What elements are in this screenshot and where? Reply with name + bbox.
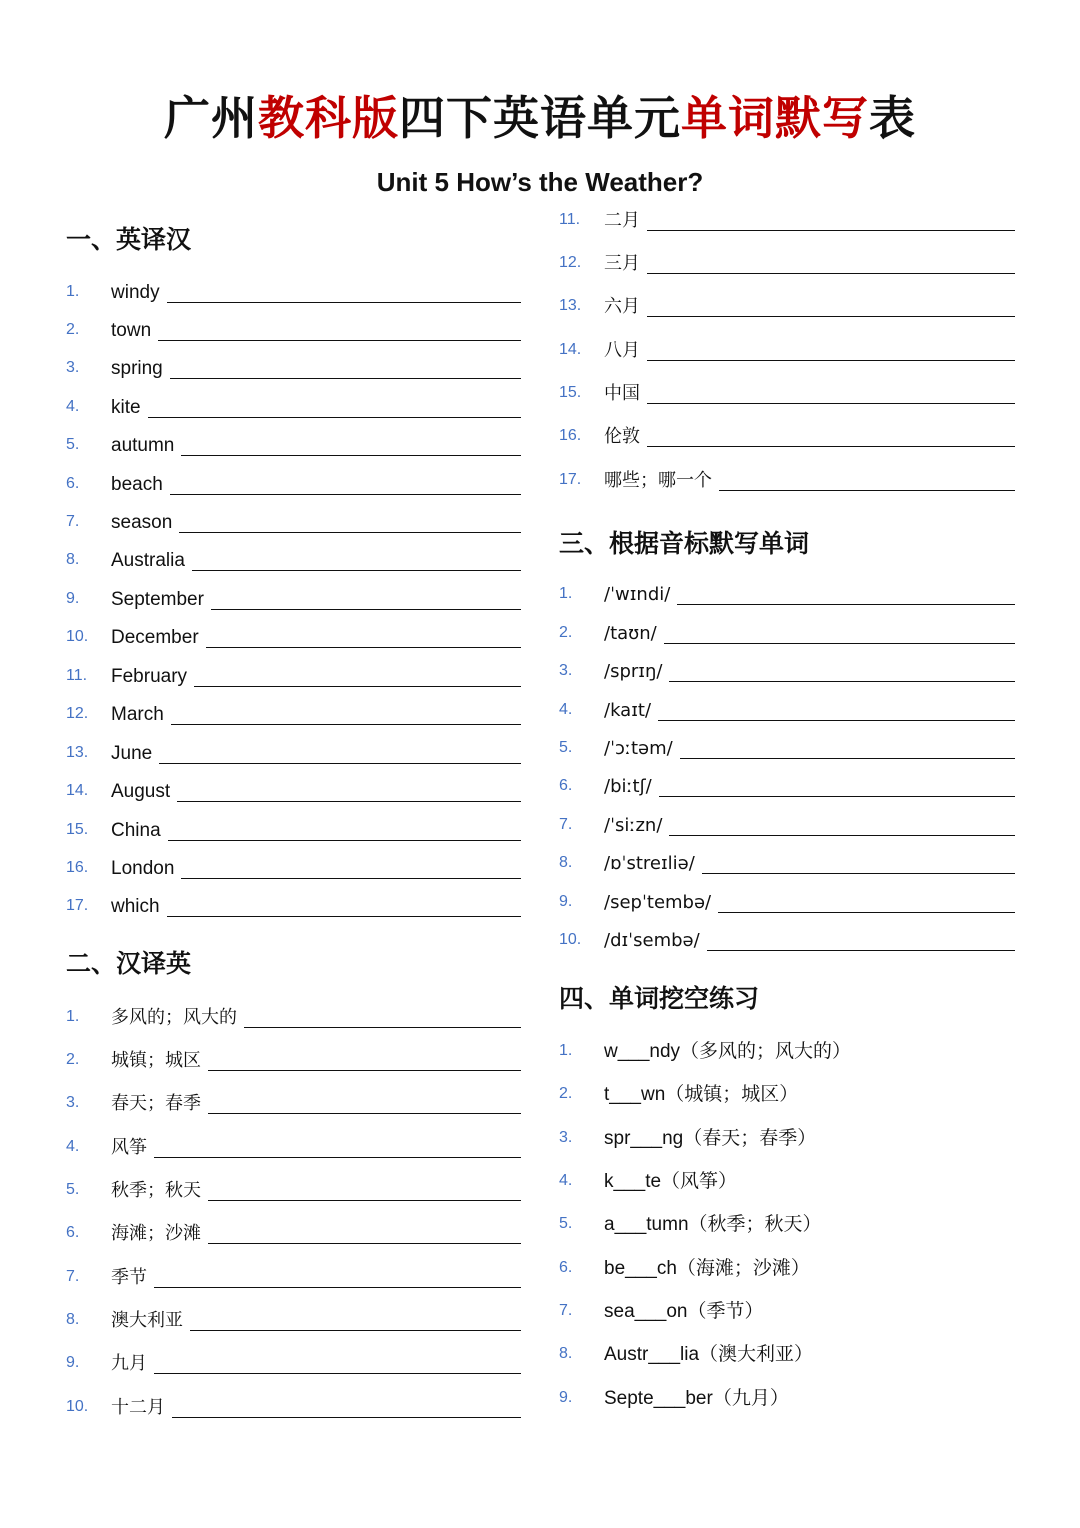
item-word: 多风的；风大的 [111, 1007, 237, 1028]
item-word: 二月 [604, 210, 640, 231]
answer-line[interactable] [719, 489, 1015, 491]
item-number: 14. [559, 341, 582, 358]
section1-item [66, 314, 521, 344]
answer-line[interactable] [669, 834, 1015, 836]
answer-line[interactable] [158, 339, 521, 341]
item-word: June [111, 743, 153, 764]
item-word: 季节 [111, 1267, 147, 1288]
section3-item [559, 847, 1015, 877]
item-fill-blank: k___te（风筝） [604, 1171, 738, 1192]
answer-line[interactable] [177, 800, 521, 802]
item-number: 10. [66, 1398, 89, 1415]
item-word: which [111, 896, 160, 917]
answer-line[interactable] [208, 1112, 521, 1114]
answer-line[interactable] [154, 1372, 521, 1374]
item-phonetic: /sepˈtembə/ [604, 892, 712, 913]
item-number: 4. [559, 1172, 573, 1189]
item-number: 13. [559, 297, 582, 314]
item-fill-blank: be___ch（海滩；沙滩） [604, 1258, 810, 1279]
unit-subtitle: Unit 5 How’s the Weather? [376, 167, 704, 197]
right-column [559, 0, 1015, 1528]
item-word: 澳大利亚 [111, 1310, 183, 1331]
item-word: 哪些；哪一个 [604, 470, 712, 491]
item-number: 6. [559, 1259, 573, 1276]
answer-line[interactable] [658, 719, 1015, 721]
title-part-2: 教科版 [258, 91, 399, 145]
section2-item [66, 1131, 521, 1161]
answer-line[interactable] [244, 1026, 521, 1028]
section4-item [559, 1035, 1015, 1065]
section4-item [559, 1382, 1015, 1412]
item-number: 5. [559, 1215, 573, 1232]
item-phonetic: /taʊn/ [604, 623, 657, 644]
section1-item [66, 698, 521, 728]
item-number: 15. [559, 384, 582, 401]
item-word: 伦敦 [604, 426, 640, 447]
title-part-1: 广州 [164, 91, 258, 145]
section2-item [66, 1174, 521, 1204]
section2-item [559, 247, 1015, 277]
answer-line[interactable] [171, 723, 521, 725]
section2-item [559, 464, 1015, 494]
answer-line[interactable] [192, 569, 521, 571]
section4-item [559, 1338, 1015, 1368]
section4-item [559, 1208, 1015, 1238]
section3-item [559, 809, 1015, 839]
item-number: 11. [559, 211, 581, 228]
item-word: spring [111, 358, 163, 379]
item-number: 15. [66, 821, 89, 838]
item-word: February [111, 666, 188, 687]
item-word: beach [111, 474, 163, 495]
section3-item [559, 732, 1015, 762]
item-number: 1. [66, 283, 80, 300]
item-word: 八月 [604, 340, 640, 361]
item-number: 9. [559, 893, 573, 910]
answer-line[interactable] [702, 872, 1015, 874]
item-fill-blank: t___wn（城镇；城区） [604, 1084, 799, 1105]
item-number: 2. [66, 1051, 80, 1068]
answer-line[interactable] [154, 1156, 521, 1158]
item-number: 8. [66, 1311, 80, 1328]
item-phonetic: /ˈɔːtəm/ [604, 738, 673, 759]
item-number: 3. [66, 1094, 80, 1111]
section1-item [66, 468, 521, 498]
item-word: Australia [111, 550, 185, 571]
item-word: 九月 [111, 1353, 147, 1374]
left-column [66, 0, 521, 1528]
answer-line[interactable] [181, 877, 521, 879]
section1-item [66, 583, 521, 613]
section1-heading: 一、英译汉 [66, 225, 192, 254]
item-number: 2. [559, 1085, 573, 1102]
section2-item [559, 334, 1015, 364]
item-word: 海滩；沙滩 [111, 1223, 201, 1244]
section2-item [66, 1001, 521, 1031]
item-word: autumn [111, 435, 175, 456]
section1-item [66, 506, 521, 536]
item-word: 六月 [604, 296, 640, 317]
answer-line[interactable] [170, 493, 521, 495]
item-word: season [111, 512, 173, 533]
item-fill-blank: Austr___lia（澳大利亚） [604, 1344, 814, 1365]
item-number: 2. [559, 624, 573, 641]
section3-item [559, 924, 1015, 954]
item-number: 16. [66, 859, 89, 876]
item-number: 8. [559, 1345, 573, 1362]
answer-line[interactable] [208, 1242, 521, 1244]
item-number: 6. [559, 777, 573, 794]
item-number: 1. [559, 1042, 573, 1059]
item-phonetic: /dɪˈsembə/ [604, 930, 700, 951]
answer-line[interactable] [181, 454, 521, 456]
section1-item [66, 660, 521, 690]
section2-item [66, 1304, 521, 1334]
item-number: 9. [559, 1389, 573, 1406]
item-number: 4. [66, 398, 80, 415]
section1-item [66, 814, 521, 844]
answer-line[interactable] [664, 642, 1015, 644]
section3-item [559, 694, 1015, 724]
item-number: 12. [66, 705, 89, 722]
item-number: 3. [559, 1129, 573, 1146]
section2-item [66, 1044, 521, 1074]
section4-heading: 四、单词挖空练习 [559, 984, 760, 1013]
answer-line[interactable] [669, 680, 1015, 682]
section2-item [66, 1217, 521, 1247]
section2-item [66, 1391, 521, 1421]
section3-item [559, 655, 1015, 685]
item-word: 秋季；秋天 [111, 1180, 201, 1201]
answer-line[interactable] [647, 445, 1015, 447]
item-number: 16. [559, 427, 582, 444]
answer-line[interactable] [659, 795, 1015, 797]
answer-line[interactable] [647, 229, 1015, 231]
section2-item [559, 204, 1015, 234]
item-number: 6. [66, 1224, 80, 1241]
item-number: 11. [66, 667, 88, 684]
item-fill-blank: w___ndy（多风的；风大的） [604, 1041, 852, 1062]
item-number: 13. [66, 744, 89, 761]
section2-item [559, 377, 1015, 407]
section3-item [559, 617, 1015, 647]
item-number: 10. [559, 931, 582, 948]
section2-item [559, 290, 1015, 320]
answer-line[interactable] [154, 1286, 521, 1288]
answer-line[interactable] [148, 416, 521, 418]
section4-item [559, 1122, 1015, 1152]
item-number: 9. [66, 590, 80, 607]
item-number: 8. [559, 854, 573, 871]
section1-item [66, 544, 521, 574]
answer-line[interactable] [172, 1416, 521, 1418]
item-number: 17. [66, 897, 89, 914]
item-number: 14. [66, 782, 89, 799]
item-fill-blank: spr___ng（春天；春季） [604, 1128, 817, 1149]
title-part-3: 四下英语单元 [399, 91, 681, 145]
section2-item [66, 1347, 521, 1377]
item-word: 十二月 [111, 1397, 165, 1418]
section1-item [66, 890, 521, 920]
item-number: 12. [559, 254, 582, 271]
item-number: 7. [66, 513, 80, 530]
answer-line[interactable] [179, 531, 521, 533]
item-word: London [111, 858, 175, 879]
answer-line[interactable] [170, 377, 521, 379]
answer-line[interactable] [190, 1329, 521, 1331]
item-number: 1. [559, 585, 573, 602]
item-number: 5. [66, 1181, 80, 1198]
item-phonetic: /ˈsiːzn/ [604, 815, 663, 836]
item-number: 10. [66, 628, 89, 645]
section1-item [66, 852, 521, 882]
item-word: 三月 [604, 253, 640, 274]
title-part-4: 单词默写 [681, 91, 869, 145]
answer-line[interactable] [194, 685, 521, 687]
item-phonetic: /kaɪt/ [604, 700, 652, 721]
item-number: 1. [66, 1008, 80, 1025]
section1-item [66, 775, 521, 805]
title-part-5: 表 [869, 91, 916, 145]
answer-line[interactable] [718, 911, 1015, 913]
item-number: 9. [66, 1354, 80, 1371]
item-number: 7. [559, 816, 573, 833]
section3-item [559, 770, 1015, 800]
answer-line[interactable] [208, 1069, 521, 1071]
answer-line[interactable] [206, 646, 521, 648]
section2-heading: 二、汉译英 [66, 949, 192, 978]
section1-item [66, 737, 521, 767]
item-number: 4. [66, 1138, 80, 1155]
section3-item [559, 886, 1015, 916]
item-number: 7. [66, 1268, 80, 1285]
answer-line[interactable] [707, 949, 1015, 951]
item-word: 春天；春季 [111, 1093, 201, 1114]
answer-line[interactable] [159, 762, 521, 764]
answer-line[interactable] [647, 315, 1015, 317]
item-word: kite [111, 397, 141, 418]
answer-line[interactable] [647, 272, 1015, 274]
item-word: December [111, 627, 199, 648]
item-word: September [111, 589, 204, 610]
item-number: 8. [66, 551, 80, 568]
answer-line[interactable] [167, 301, 521, 303]
section4-item [559, 1252, 1015, 1282]
item-phonetic: /sprɪŋ/ [604, 661, 663, 682]
answer-line[interactable] [168, 839, 521, 841]
section4-item [559, 1078, 1015, 1108]
item-word: 风筝 [111, 1137, 147, 1158]
item-number: 4. [559, 701, 573, 718]
section4-item [559, 1295, 1015, 1325]
item-word: town [111, 320, 152, 341]
answer-line[interactable] [647, 359, 1015, 361]
answer-line[interactable] [208, 1199, 521, 1201]
item-fill-blank: sea___on（季节） [604, 1301, 764, 1322]
section3-item [559, 578, 1015, 608]
item-number: 5. [66, 436, 80, 453]
item-phonetic: /biːtʃ/ [604, 776, 652, 797]
section1-item [66, 352, 521, 382]
item-word: March [111, 704, 164, 725]
item-number: 17. [559, 471, 582, 488]
answer-line[interactable] [680, 757, 1015, 759]
section1-item [66, 429, 521, 459]
section2-item [66, 1261, 521, 1291]
item-word: windy [111, 282, 160, 303]
section4-item [559, 1165, 1015, 1195]
answer-line[interactable] [677, 603, 1015, 605]
answer-line[interactable] [211, 608, 521, 610]
item-fill-blank: Septe___ber（九月） [604, 1388, 789, 1409]
section1-item [66, 391, 521, 421]
section2-item [66, 1087, 521, 1117]
item-word: China [111, 820, 161, 841]
item-number: 2. [66, 321, 80, 338]
item-phonetic: /ˈwɪndi/ [604, 584, 671, 605]
item-word: 中国 [604, 383, 640, 404]
item-number: 3. [66, 359, 80, 376]
item-fill-blank: a___tumn（秋季；秋天） [604, 1214, 822, 1235]
item-word: August [111, 781, 171, 802]
answer-line[interactable] [167, 915, 521, 917]
item-number: 7. [559, 1302, 573, 1319]
section3-heading: 三、根据音标默写单词 [559, 529, 810, 558]
item-word: 城镇；城区 [111, 1050, 201, 1071]
section1-item [66, 276, 521, 306]
section1-item [66, 621, 521, 651]
section2-item [559, 420, 1015, 450]
answer-line[interactable] [647, 402, 1015, 404]
item-number: 3. [559, 662, 573, 679]
item-phonetic: /ɒˈstreɪliə/ [604, 853, 695, 874]
item-number: 6. [66, 475, 80, 492]
item-number: 5. [559, 739, 573, 756]
